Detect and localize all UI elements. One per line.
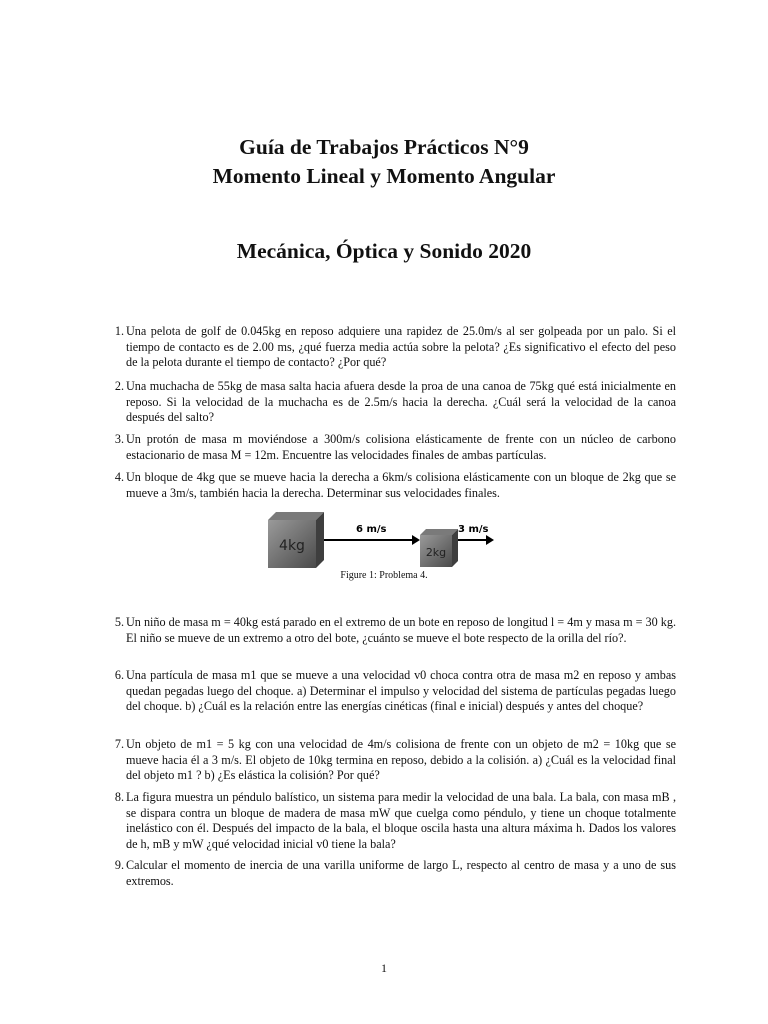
list-item: [104, 668, 676, 715]
item-number: 3.: [114, 432, 124, 446]
item-number: 4.: [114, 470, 124, 484]
list-item: [104, 790, 676, 852]
document-title: [0, 133, 768, 191]
item-number: 1.: [114, 324, 124, 338]
block-2kg: [420, 529, 458, 567]
course-name: Mecánica, Óptica y Sonido 2020: [236, 239, 532, 263]
item-number: 5.: [114, 615, 124, 629]
list-item: [104, 470, 676, 501]
block2-label: 2kg: [425, 546, 447, 559]
title-line-2: Momento Lineal y Momento Angular: [212, 164, 556, 188]
page-number: 1: [381, 961, 387, 975]
title-line-1: Guía de Trabajos Prácticos N°9: [239, 135, 529, 159]
list-item: [104, 858, 676, 889]
item-text: Un bloque de 4kg que se mueve hacia la derecha a 6km/s colisiona elásticamente con un bloque de 2kg que se mueve a 3m/s, también hacia la derecha. Determinar sus velocidades finales.: [126, 470, 676, 500]
item-text: Calcular el momento de inercia de una varilla uniforme de largo L, respecto al centro de masa y a uno de sus extremos.: [126, 858, 676, 888]
item-number: 2.: [114, 379, 124, 393]
arrow-3ms: [458, 524, 494, 545]
list-item: [104, 615, 676, 646]
item-text: Un protón de masa m moviéndose a 300m/s colisiona elásticamente de frente con un núcleo de carbono estacionario de masa M = 12m. Encuentre las velocidades finales de ambas partículas.: [126, 432, 676, 462]
item-number: 7.: [114, 737, 124, 751]
item-text: Una muchacha de 55kg de masa salta hacia afuera desde la proa de una canoa de 75kg qué está inicialmente en reposo. Si la velocidad de la muchacha es de 2.5m/s hacia la derecha. ¿Cuál será la velocidad de la canoa después del salto?: [126, 379, 676, 425]
item-number: 9.: [114, 858, 124, 872]
figure-caption: Figure 1: Problema 4.: [340, 570, 428, 581]
item-text: Un objeto de m1 = 5 kg con una velocidad de 4m/s colisiona de frente con un objeto de m2 = 10kg que se mueve hacia él a 3 m/s. El objeto de 10kg termina en reposo, debido a la colisión. a) ¿Cuál es la velocidad final del objeto m1 ? b) ¿Es elástica la colisión? Por qué?: [126, 737, 676, 783]
collision-figure: [268, 512, 494, 574]
item-text: Una partícula de masa m1 que se mueve a una velocidad v0 choca contra otra de masa m2 en reposo y ambas quedan pegadas luego del choque. a) Determinar el impulso y velocidad del sistema de partículas pegadas luego del choque. b) ¿Cuál es la relación entre las energías cinéticas (final e inicial) después y antes del choque?: [126, 668, 676, 714]
item-number: 6.: [114, 668, 124, 682]
arrow1-label: 6 m/s: [356, 524, 387, 535]
arrow-6ms: [324, 524, 420, 545]
arrow2-label: 3 m/s: [458, 524, 489, 535]
list-item: [104, 324, 676, 371]
item-number: 8.: [114, 790, 124, 804]
course-title: [0, 237, 768, 266]
list-item: [104, 432, 676, 463]
list-item: [104, 379, 676, 426]
block1-label: 4kg: [279, 538, 305, 554]
item-text: La figura muestra un péndulo balístico, un sistema para medir la velocidad de una bala. La bala, con masa mB , se dispara contra un bloque de madera de masa mW que cuelga como péndulo, y tiene un choque totalmente inelástico con él. Después del impacto de la bala, el bloque oscila hasta una altura máxima h. Dados los valores de h, mB y mW ¿qué velocidad inicial v0 tiene la bala?: [126, 790, 676, 851]
item-text: Una pelota de golf de 0.045kg en reposo adquiere una rapidez de 25.0m/s al ser golpeada por un palo. Si el tiempo de contacto es de 2.00 ms, ¿qué fuerza media actúa sobre la pelota? ¿Es significativo el efecto del peso de la pelota durante el tiempo de contacto? ¿Por qué?: [126, 324, 676, 370]
list-item: [104, 737, 676, 784]
item-text: Un niño de masa m = 40kg está parado en el extremo de un bote en reposo de longitud l = 4m y masa m = 30 kg. El niño se mueve de un extremo a otro del bote, ¿cuánto se mueve el bote respecto de la orilla del río?.: [126, 615, 676, 645]
block-4kg: [268, 512, 324, 568]
